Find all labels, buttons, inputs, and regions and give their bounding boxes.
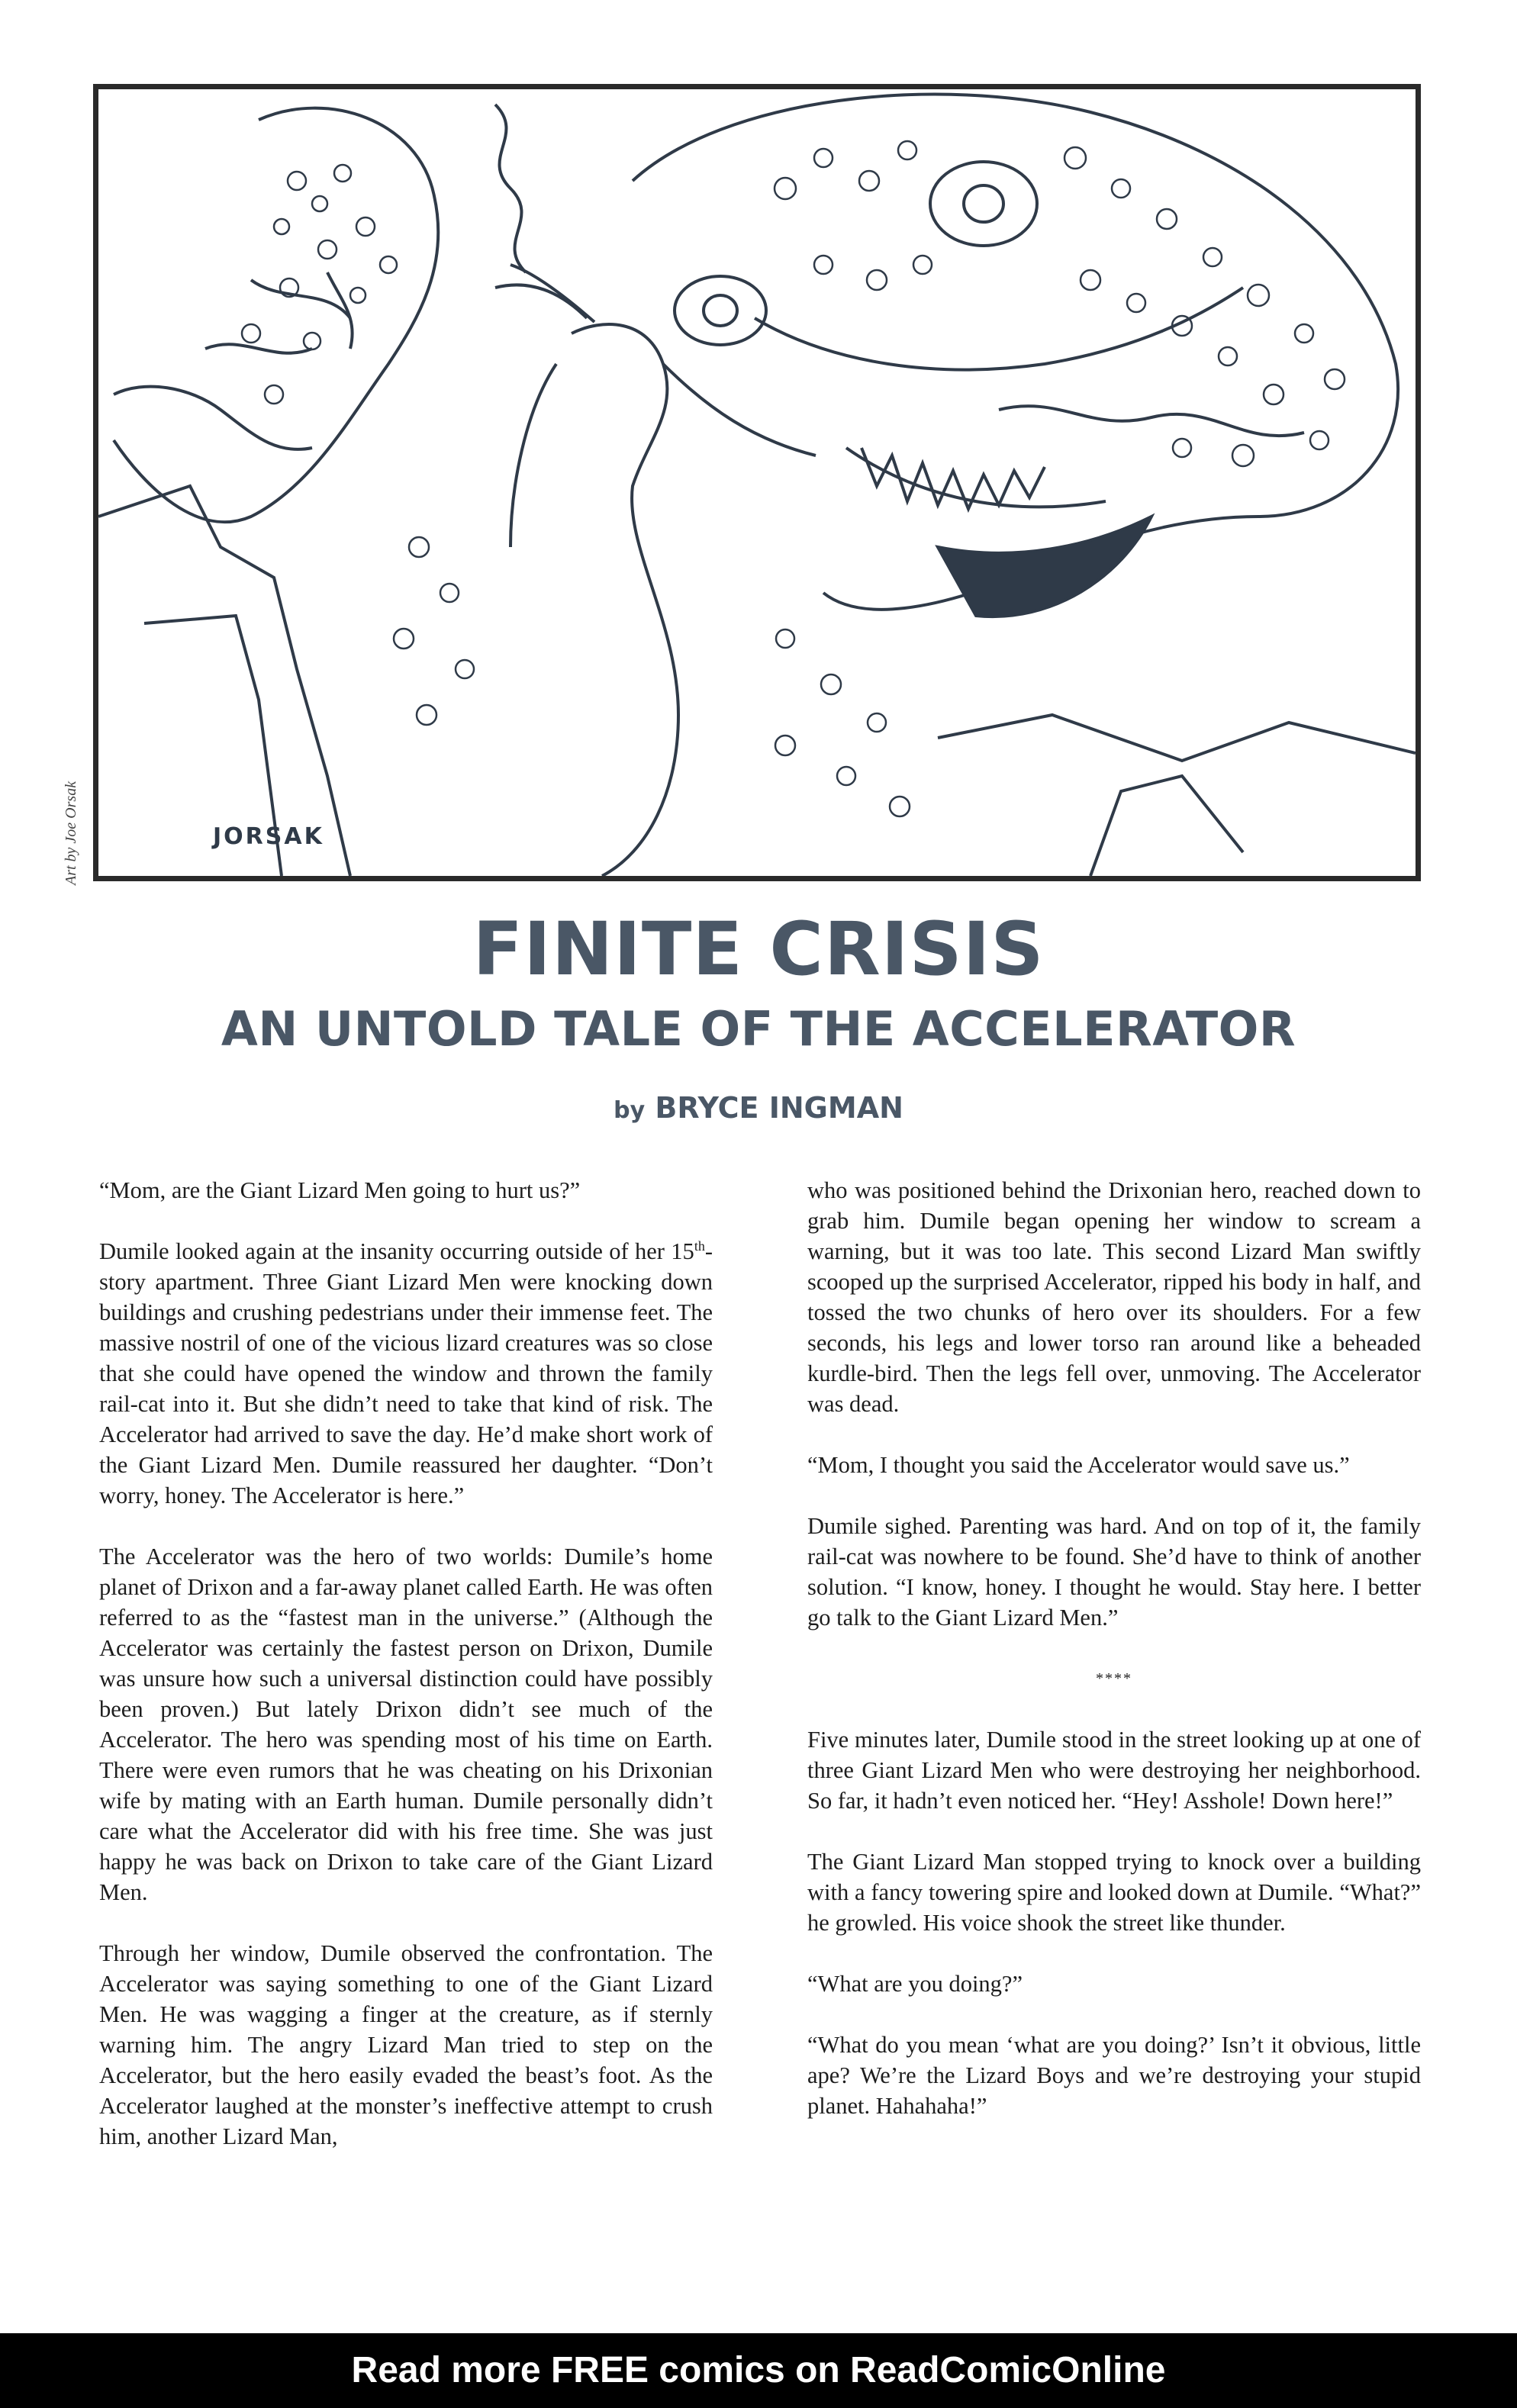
paragraph: Dumile sighed. Parenting was hard. And on top of it, the family rail-cat was nowhere to be found. She’d have to think of another solution. “I know, honey. I thought he would. Stay here. I better go talk to the Giant Lizard Men.” (807, 1513, 1421, 1631)
section-break: **** (1096, 1670, 1132, 1687)
illustration-panel (93, 84, 1421, 881)
story-title: FINITE CRISIS (472, 906, 1045, 992)
paragraph: The Giant Lizard Man stopped trying to knock over a building with a fancy towering spire and looked down at Dumile. “What?” he growled. His voice shook the street like thunder. (807, 1849, 1421, 1936)
author-name: BRYCE INGMAN (655, 1091, 903, 1125)
art-credit-text: Art by Joe Orsak (63, 781, 79, 885)
paragraph (99, 1236, 713, 1511)
ordinal-suffix: th (694, 1238, 705, 1254)
paragraph-text: -story apartment. Three Giant Lizard Men were knocking down buildings and crushing pedestrians under their immense feet. The massive nostril of one of the vicious lizard creatures was so close that she could have opened the window and thrown the family rail-cat into it. But she didn’t need to take that kind of risk. The Accelerator had arrived to save the day. He’d make short work of the Giant Lizard Men. Dumile reassured her daughter. “Don’t worry, honey. The Accelerator is here.” (99, 1238, 713, 1508)
paragraph-text: Dumile looked again at the insanity occurring outside of her 15 (99, 1238, 694, 1264)
promo-footer-banner[interactable]: Read more FREE comics on ReadComicOnline (0, 2333, 1517, 2408)
left-column (99, 1175, 713, 2182)
story-subtitle: AN UNTOLD TALE OF THE ACCELERATOR (221, 1001, 1296, 1057)
paragraph: “What are you doing?” (807, 1971, 1023, 1997)
lizard-men-illustration (98, 89, 1416, 876)
right-column (807, 1175, 1421, 2152)
byline-prefix: by (614, 1097, 646, 1124)
artist-signature: JORSAK (213, 823, 324, 850)
paragraph: Five minutes later, Dumile stood in the street looking up at one of three Giant Lizard Men who were destroying her neighborhood. So far, it hadn’t even noticed her. “Hey! Asshole! Down here!” (807, 1727, 1421, 1814)
paragraph: Through her window, Dumile observed the confrontation. The Accelerator was saying something to one of the Giant Lizard Men. He was wagging a finger at the creature, as if sternly warning him. The angry Lizard Man tried to step on the Accelerator, but the hero easily evaded the beast’s foot. As the Accelerator laughed at the monster’s ineffective attempt to crush him, another Lizard Man, (99, 1940, 713, 2149)
paragraph: “Mom, are the Giant Lizard Men going to hurt us?” (99, 1177, 581, 1203)
byline (0, 1091, 1517, 1125)
paragraph: The Accelerator was the hero of two worlds: Dumile’s home planet of Drixon and a far-away planet called Earth. He was often referred to as the “fastest man in the universe.” (Although the Accelerator was certainly the fastest person on Drixon, Dumile was unsure how such a universal distinction could have possibly been proven.) But lately Drixon didn’t see much of the Accelerator. The hero was spending most of his time on Earth. There were even rumors that he was cheating on his Drixonian wife by mating with an Earth human. Dumile personally didn’t care what the Accelerator did with his free time. She was just happy he was back on Drixon to take care of the Giant Lizard Men. (99, 1544, 713, 1905)
paragraph: “What do you mean ‘what are you doing?’ Isn’t it obvious, little ape? We’re the Lizard Boys and we’re destroying your stupid planet. Hahahaha!” (807, 2032, 1421, 2119)
paragraph: “Mom, I thought you said the Accelerator would save us.” (807, 1452, 1350, 1478)
paragraph: who was positioned behind the Drixonian hero, reached down to grab him. Dumile began opening her window to scream a warning, but it was too late. This second Lizard Man swiftly scooped up the surprised Accelerator, ripped his body in half, and tossed the two chunks of hero over its shoulders. For a few seconds, his legs and lower torso ran around like a beheaded kurdle-bird. Then the legs fell over, unmoving. The Accelerator was dead. (807, 1177, 1421, 1417)
